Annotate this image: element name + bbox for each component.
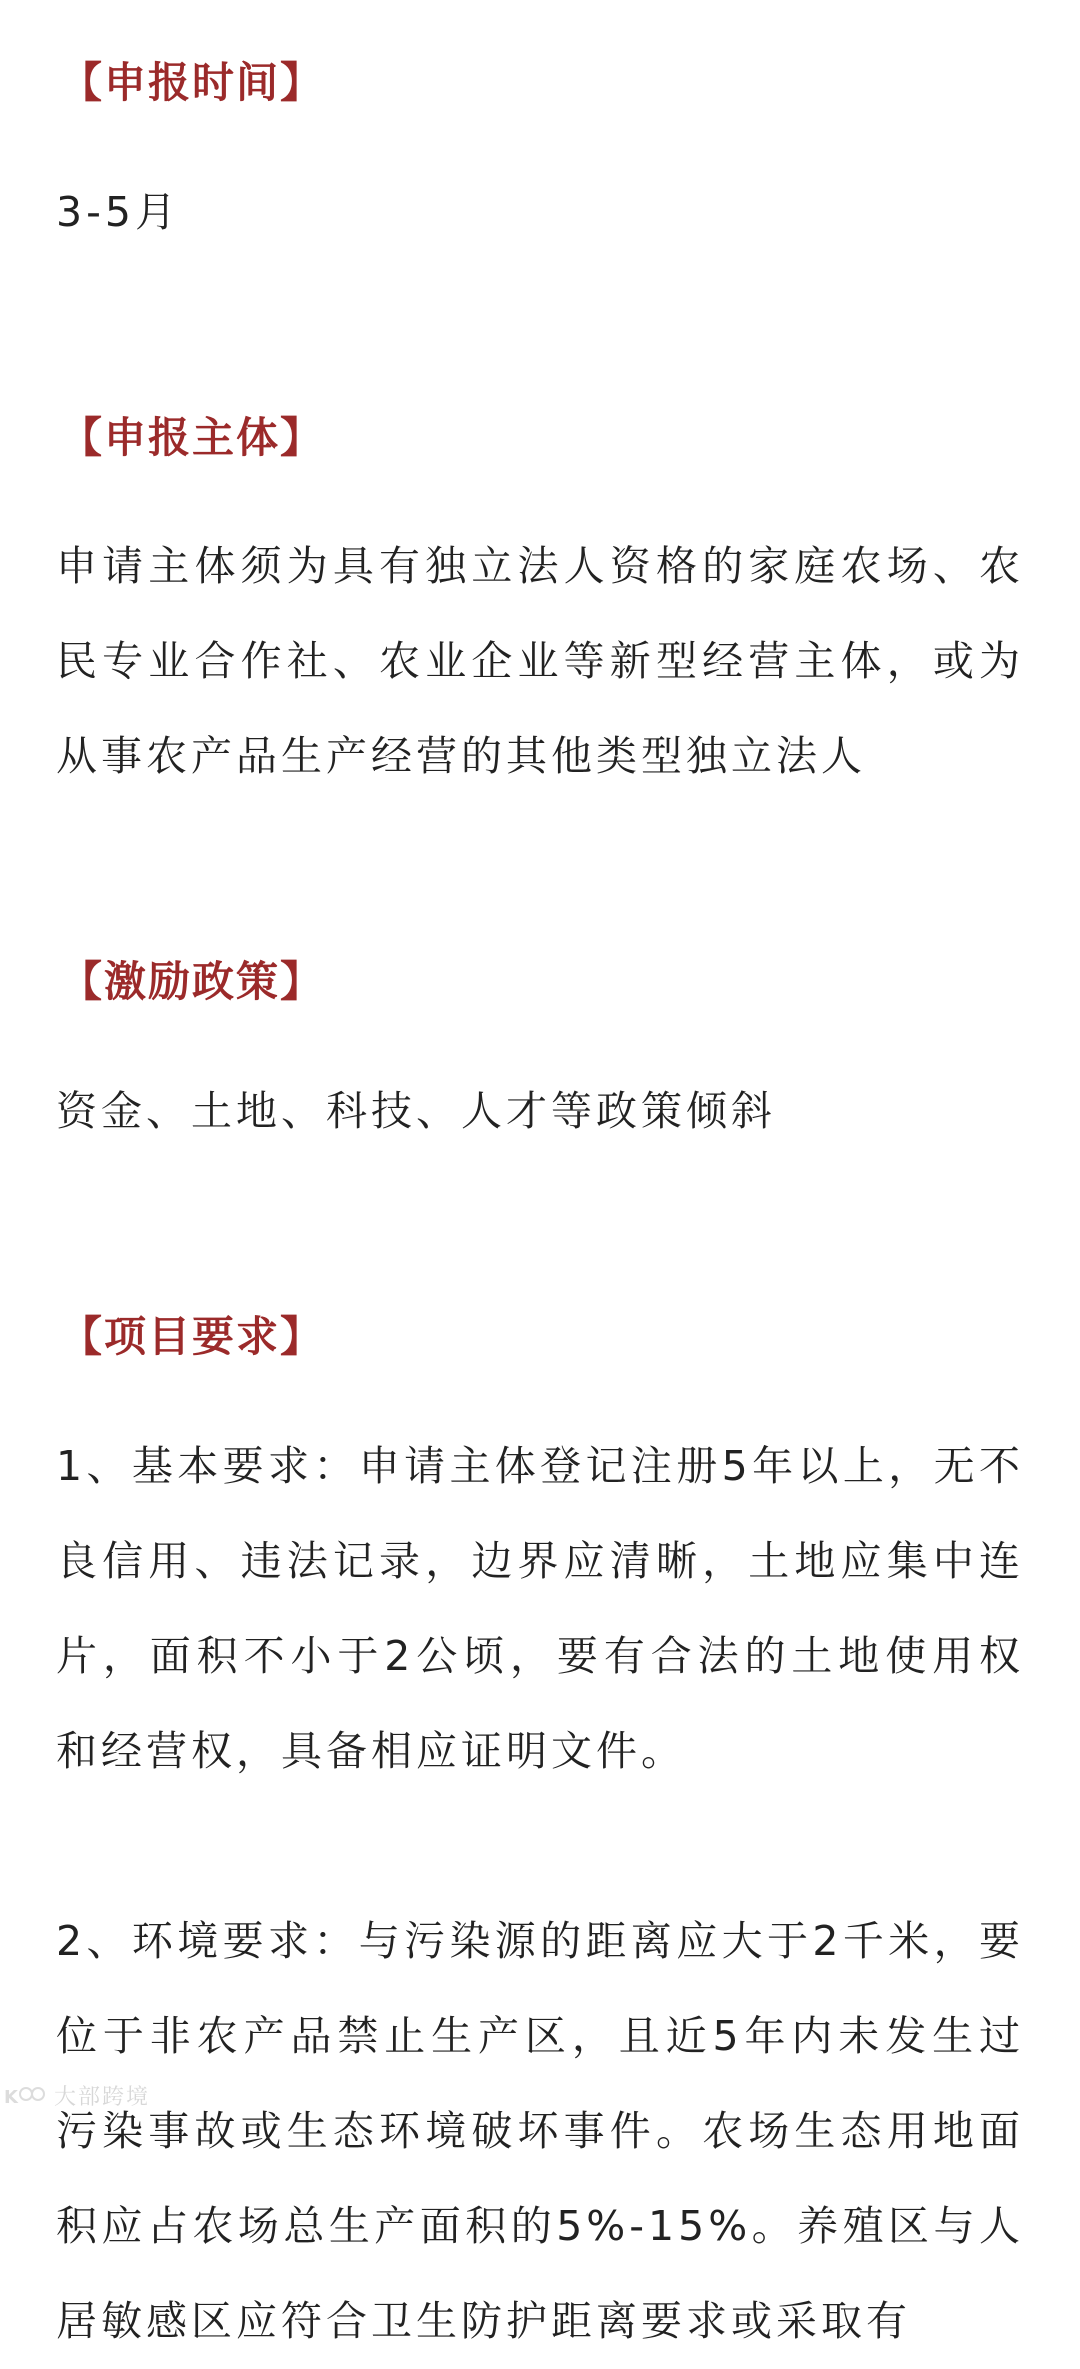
svg-text:K: K <box>4 2086 18 2108</box>
section-paragraph: 2、环境要求：与污染源的距离应大于2千米，要位于非农产品禁止生产区，且近5年内未发生过污染事故或生态环境破坏事件。农场生态用地面积应占农场总生产面积的5%-15%。养殖区与人居敏感区应符合卫生防护距离要求或采取有 <box>56 1916 1024 2345</box>
section-paragraph: 申请主体须为具有独立法人资格的家庭农场、农民专业合作社、农业企业等新型经营主体，或为从事农产品生产经营的其他类型独立法人 <box>56 542 1024 781</box>
section-paragraph: 资金、土地、科技、人才等政策倾斜 <box>56 1087 776 1136</box>
section-project-requirements <box>56 1289 1024 2369</box>
spacer <box>56 260 1024 355</box>
section-applicant <box>56 390 1024 805</box>
section-paragraph: 3-5月 <box>56 187 180 236</box>
section-heading: 【申报时间】 <box>60 57 325 107</box>
article <box>56 0 1024 2369</box>
spacer <box>56 1159 1024 1254</box>
watermark-logo-icon <box>4 2083 48 2109</box>
section-heading: 【申报主体】 <box>60 412 325 462</box>
watermark-text: 大部跨境 <box>54 2085 151 2110</box>
section-heading: 【激励政策】 <box>60 957 325 1007</box>
section-heading: 【项目要求】 <box>60 1312 325 1362</box>
watermark <box>4 2080 150 2111</box>
spacer <box>56 804 1024 899</box>
section-incentive-policy <box>56 934 1024 1159</box>
section-paragraph: 1、基本要求：申请主体登记注册5年以上，无不良信用、违法记录，边界应清晰，土地应集中连片，面积不小于2公顷，要有合法的土地使用权和经营权，具备相应证明文件。 <box>56 1441 1024 1775</box>
section-application-time <box>56 35 1024 260</box>
spacer <box>56 1799 1024 1894</box>
